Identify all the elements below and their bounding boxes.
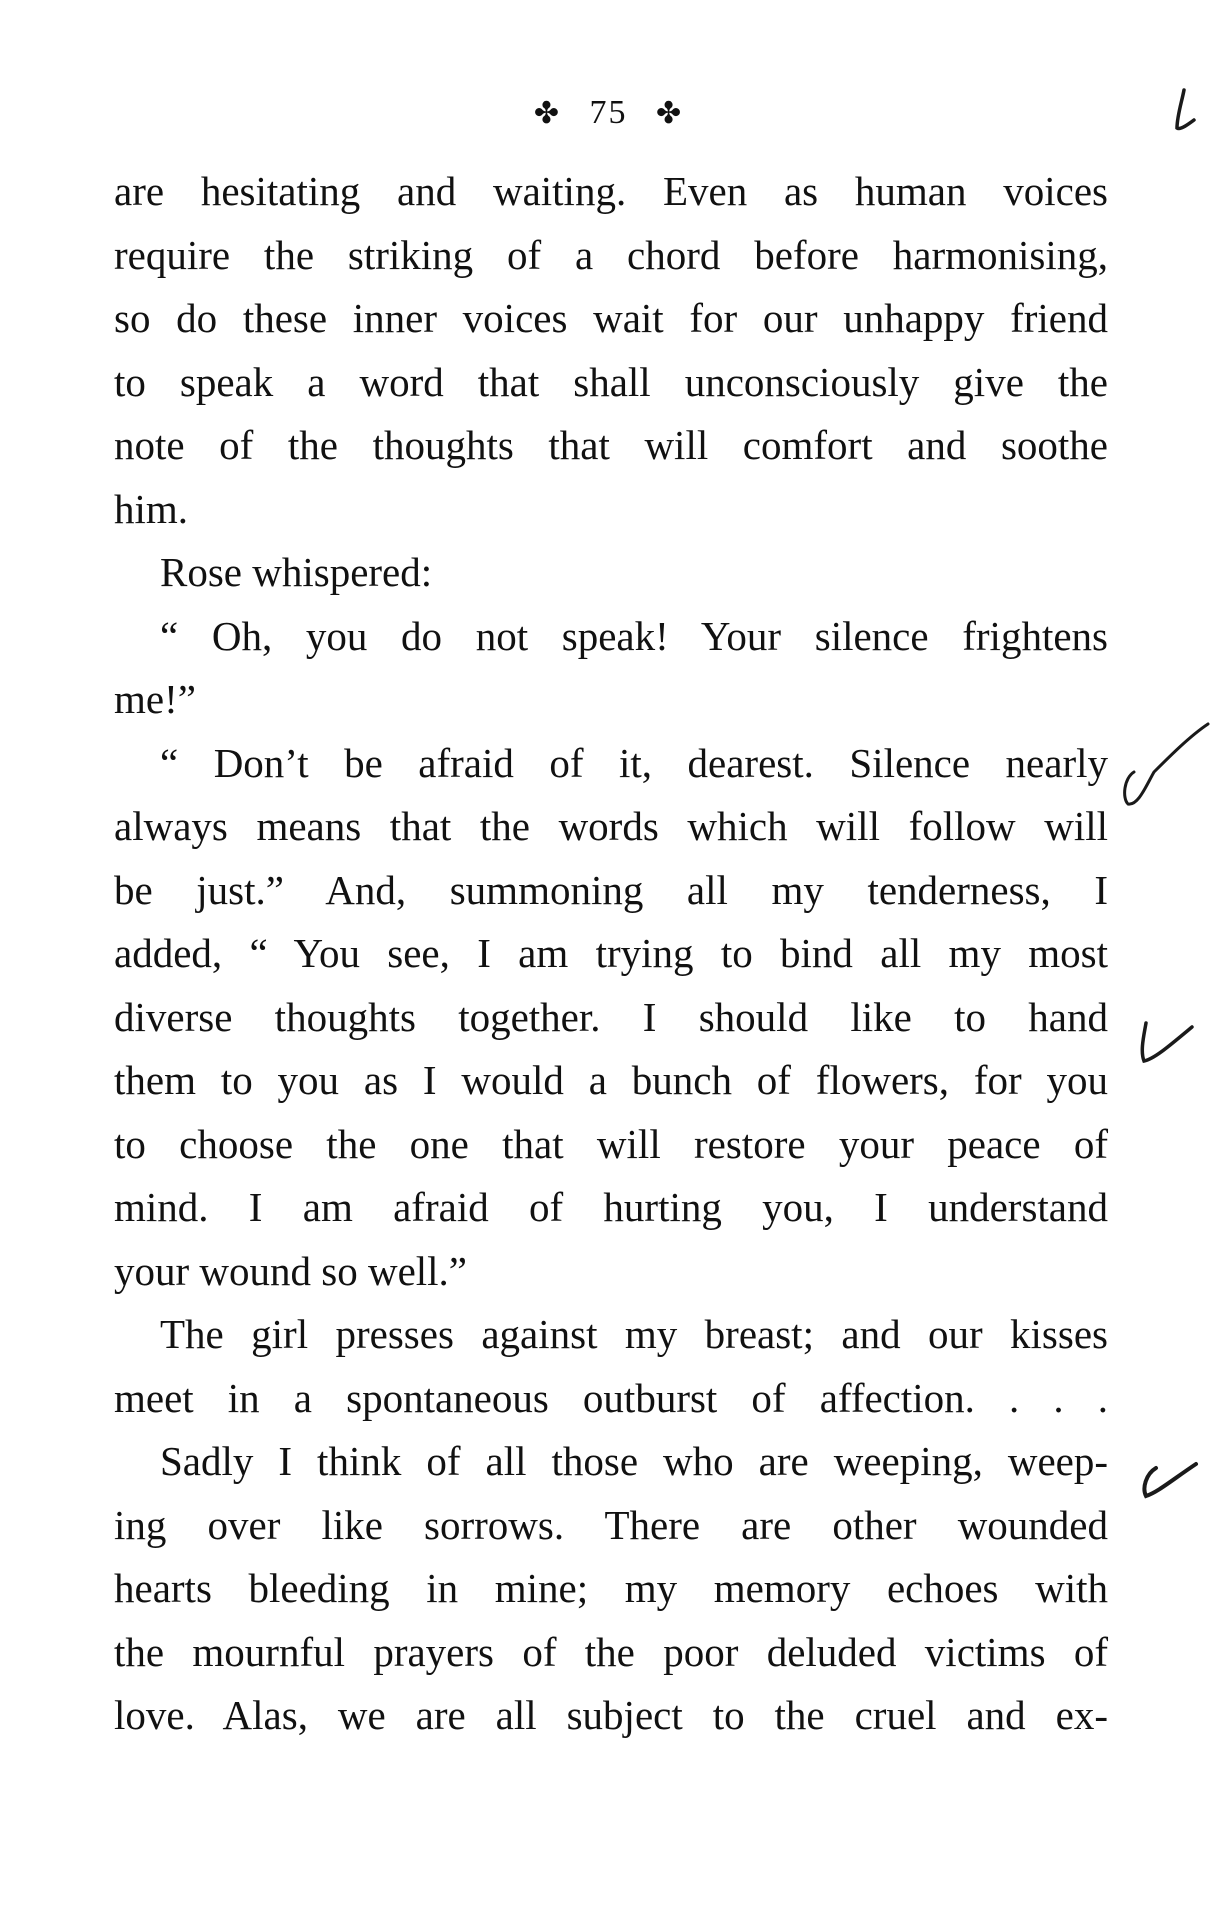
- text-line: them to you as I would a bunch of flowers, for you: [114, 1057, 1108, 1103]
- body-text: [114, 160, 1108, 1748]
- margin-checkmark-icon: [1112, 720, 1212, 810]
- text-line: are hesitating and waiting. Even as human voices: [114, 168, 1108, 214]
- text-line: “ Don’t be afraid of it, dearest. Silence nearly: [160, 739, 1108, 786]
- text-line: Rose whispered:: [160, 549, 433, 595]
- margin-checkmark-icon: [1138, 1017, 1198, 1067]
- text-line: mind. I am afraid of hurting you, I understand: [114, 1184, 1108, 1230]
- text-line: Sadly I think of all those who are weeping, weep-: [160, 1438, 1108, 1484]
- text-line: The girl presses against my breast; and our kisses: [160, 1311, 1108, 1357]
- text-line: to speak a word that shall unconsciously give the: [114, 358, 1108, 405]
- text-line: “ Oh, you do not speak! Your silence frightens: [160, 612, 1108, 659]
- text-line: always means that the words which will follow will: [114, 803, 1108, 849]
- margin-checkmark-icon: [1138, 1452, 1208, 1502]
- fleuron-left-icon: ✤: [533, 96, 561, 130]
- text-line: added, “ You see, I am trying to bind all my most: [114, 930, 1108, 976]
- text-line: so do these inner voices wait for our unhappy friend: [114, 295, 1108, 341]
- text-line: note of the thoughts that will comfort and soothe: [114, 422, 1108, 468]
- fleuron-right-icon: ✤: [656, 96, 684, 130]
- text-line: be just.” And, summoning all my tenderness, I: [114, 866, 1108, 913]
- text-line: to choose the one that will restore your peace of: [114, 1120, 1108, 1167]
- text-line: me!”: [114, 676, 196, 722]
- text-line: hearts bleeding in mine; my memory echoes with: [114, 1565, 1108, 1611]
- text-line: the mournful prayers of the poor deluded victims of: [114, 1628, 1108, 1675]
- text-line: require the striking of a chord before harmonising,: [114, 231, 1108, 278]
- text-line: diverse thoughts together. I should like to hand: [114, 993, 1108, 1040]
- text-line: ing over like sorrows. There are other wounded: [114, 1501, 1108, 1548]
- page-header: [0, 92, 1217, 132]
- text-line: him.: [114, 485, 189, 532]
- text-line: love. Alas, we are all subject to the cruel and ex-: [114, 1692, 1108, 1738]
- margin-checkmark-icon: [1172, 86, 1202, 136]
- text-line: meet in a spontaneous outburst of affection. . . .: [114, 1374, 1108, 1421]
- text-line: your wound so well.”: [114, 1247, 468, 1294]
- page-number: 75: [589, 94, 628, 132]
